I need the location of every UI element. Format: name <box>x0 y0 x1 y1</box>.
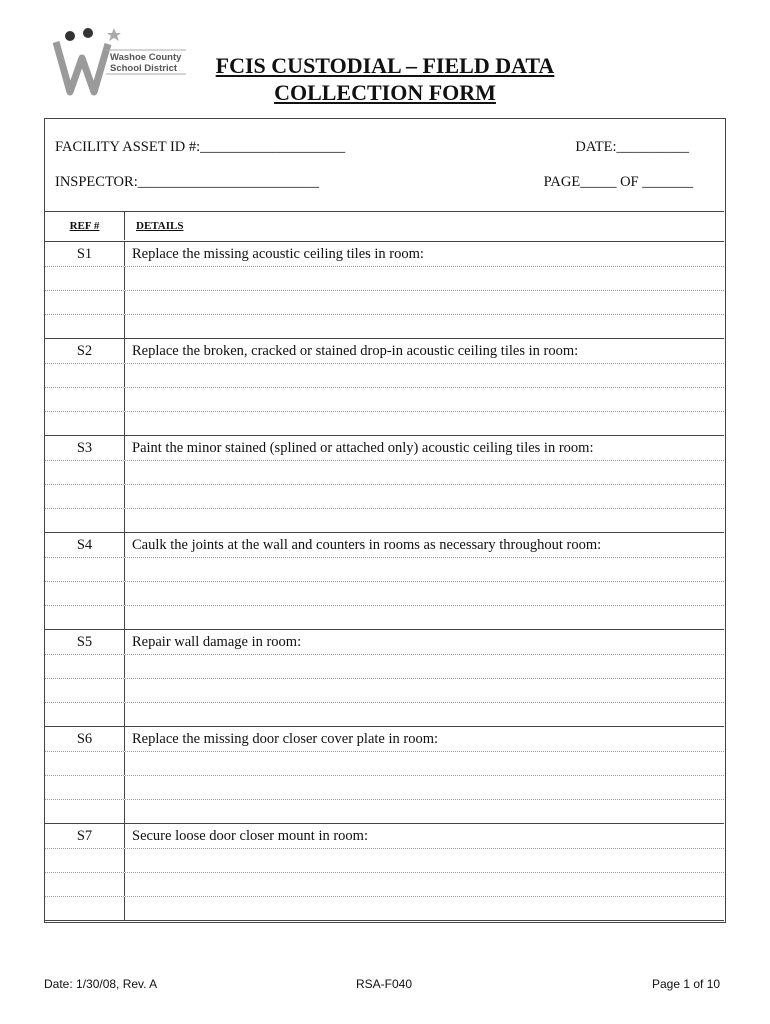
title-line-1: FCIS CUSTODIAL – FIELD DATA <box>215 53 555 78</box>
title-line-2: COLLECTION FORM <box>274 80 496 105</box>
table-row <box>45 824 724 848</box>
ref-cell <box>45 364 125 387</box>
header-row-2 <box>55 174 715 191</box>
ref-cell <box>45 485 125 508</box>
table-header <box>45 211 724 242</box>
inspector-field[interactable]: INSPECTOR:_________________________ <box>55 174 319 190</box>
blank-entry-row[interactable] <box>45 460 724 484</box>
logo-wordmark <box>110 53 181 74</box>
item-group <box>45 824 724 921</box>
blank-entry-row[interactable] <box>45 848 724 872</box>
item-group <box>45 533 724 630</box>
ref-cell: S1 <box>45 242 125 266</box>
ref-cell <box>45 558 125 581</box>
blank-entry-row[interactable] <box>45 363 724 387</box>
page-field[interactable]: PAGE_____ OF _______ <box>543 174 693 190</box>
ref-cell <box>45 582 125 605</box>
blank-entry-row[interactable] <box>45 775 724 799</box>
ref-cell: S6 <box>45 727 125 751</box>
ref-cell <box>45 897 125 920</box>
ref-cell <box>45 267 125 290</box>
details-cell: Caulk the joints at the wall and counters in rooms as necessary throughout room: <box>132 537 602 553</box>
ref-cell <box>45 388 125 411</box>
blank-entry-row[interactable] <box>45 702 724 726</box>
blank-entry-row[interactable] <box>45 411 724 435</box>
item-group <box>45 436 724 533</box>
details-cell: Secure loose door closer mount in room: <box>132 828 368 844</box>
details-cell: Paint the minor stained (splined or attached only) acoustic ceiling tiles in room: <box>132 440 594 456</box>
details-cell: Replace the missing door closer cover plate in room: <box>132 731 439 747</box>
ref-cell <box>45 606 125 629</box>
blank-entry-row[interactable] <box>45 290 724 314</box>
ref-cell <box>45 849 125 872</box>
ref-cell <box>45 291 125 314</box>
ref-cell <box>45 509 125 532</box>
ref-cell <box>45 800 125 823</box>
blank-entry-row[interactable] <box>45 266 724 290</box>
form-title <box>200 52 570 106</box>
item-group <box>45 242 724 339</box>
details-cell: Replace the broken, cracked or stained drop-in acoustic ceiling tiles in room: <box>132 343 579 359</box>
ref-cell <box>45 655 125 678</box>
table-row <box>45 533 724 557</box>
ref-cell <box>45 873 125 896</box>
ref-cell <box>45 412 125 435</box>
item-group <box>45 339 724 436</box>
form-frame <box>44 118 726 923</box>
blank-entry-row[interactable] <box>45 314 724 338</box>
blank-entry-row[interactable] <box>45 484 724 508</box>
logo-line-1: Washoe County <box>110 52 182 63</box>
table-row <box>45 436 724 460</box>
blank-entry-row[interactable] <box>45 387 724 411</box>
date-field[interactable]: DATE:__________ <box>575 139 689 155</box>
ref-cell: S5 <box>45 630 125 654</box>
ref-cell <box>45 315 125 338</box>
ref-cell: S2 <box>45 339 125 363</box>
footer-form-number: RSA-F040 <box>356 977 413 991</box>
footer-page: Page 1 of 10 <box>652 977 721 991</box>
ref-cell: S4 <box>45 533 125 557</box>
ref-cell <box>45 703 125 726</box>
blank-entry-row[interactable] <box>45 896 724 920</box>
table-row <box>45 630 724 654</box>
ref-cell <box>45 752 125 775</box>
table-row <box>45 339 724 363</box>
ref-cell <box>45 461 125 484</box>
facility-asset-id-field[interactable]: FACILITY ASSET ID #:____________________ <box>55 139 346 155</box>
ref-cell: S3 <box>45 436 125 460</box>
footer-date: Date: 1/30/08, Rev. A <box>44 977 158 991</box>
header-row-1 <box>55 139 715 156</box>
col-details-header: DETAILS <box>136 220 184 232</box>
ref-cell <box>45 776 125 799</box>
table-row <box>45 727 724 751</box>
details-cell: Repair wall damage in room: <box>132 634 302 650</box>
ref-cell: S7 <box>45 824 125 848</box>
logo-line-2: School District <box>110 62 178 74</box>
blank-entry-row[interactable] <box>45 799 724 823</box>
blank-entry-row[interactable] <box>45 605 724 629</box>
item-group <box>45 727 724 824</box>
blank-entry-row[interactable] <box>45 557 724 581</box>
ref-cell <box>45 679 125 702</box>
blank-entry-row[interactable] <box>45 751 724 775</box>
table-row <box>45 242 724 266</box>
table-body <box>45 242 724 921</box>
blank-entry-row[interactable] <box>45 872 724 896</box>
blank-entry-row[interactable] <box>45 508 724 532</box>
details-cell: Replace the missing acoustic ceiling tiles in room: <box>132 246 424 262</box>
item-group <box>45 630 724 727</box>
blank-entry-row[interactable] <box>45 581 724 605</box>
col-ref-header: REF # <box>45 212 125 240</box>
blank-entry-row[interactable] <box>45 678 724 702</box>
blank-entry-row[interactable] <box>45 654 724 678</box>
